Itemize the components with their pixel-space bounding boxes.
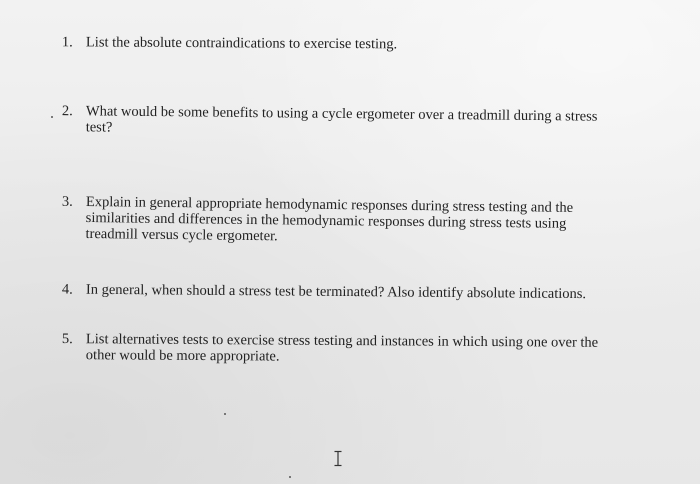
question-number: 3. — [61, 193, 73, 210]
question-1 — [61, 34, 622, 53]
text-cursor-icon — [333, 450, 343, 467]
question-3 — [61, 193, 602, 245]
question-number: 4. — [61, 281, 73, 298]
speck — [289, 476, 291, 478]
question-2 — [61, 103, 622, 136]
question-text: Explain in general appropriate hemodynamic responses during stress testing and the similarities and differences in the hemodynamic responses during stress tests using treadmill versus cycle ergometer. — [85, 193, 574, 245]
question-text: List the absolute contraindications to exercise testing. — [85, 34, 398, 53]
question-5 — [61, 331, 622, 365]
question-number: 5. — [61, 331, 73, 348]
question-number: 1. — [61, 34, 73, 51]
question-4 — [61, 281, 622, 303]
question-number: 2. — [61, 103, 73, 120]
speck — [224, 413, 226, 415]
speck — [51, 116, 53, 118]
question-text: In general, when should a stress test be terminated? Also identify absolute indications. — [85, 281, 587, 303]
question-text: What would be some benefits to using a cycle ergometer over a treadmill during a stress test? — [85, 103, 598, 136]
question-text: List alternatives tests to exercise stress testing and instances in which using one over the other would be more appropriate. — [85, 331, 599, 365]
